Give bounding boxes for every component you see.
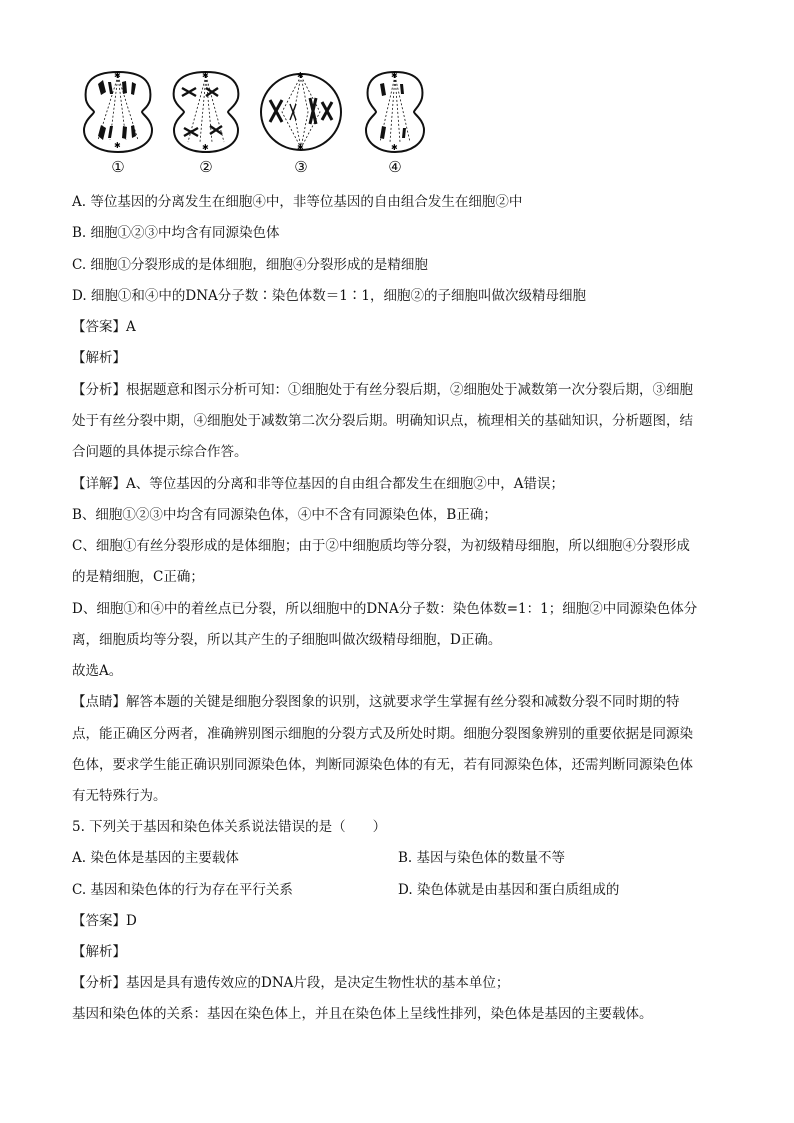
q5-analysis-label: 【解析】: [72, 944, 126, 960]
svg-text:✱: ✱: [114, 141, 121, 150]
q4-xiangjie-line: 的是精细胞，C正确；: [72, 569, 204, 585]
cell-division-figure: [72, 66, 432, 178]
q5-answer: 【答案】D: [72, 913, 137, 929]
q4-xiangjie-line: C、细胞①有丝分裂形成的是体细胞；由于②中细胞质均等分裂，为初级精母细胞，所以细胞④分裂形成: [72, 538, 690, 554]
svg-text:✱: ✱: [202, 71, 209, 80]
q4-dianjing-line: 色体，要求学生能正确识别同源染色体，判断同源染色体的有无，若有同源染色体，还需判断同源染色体: [72, 757, 693, 773]
q4-xiangjie-line: 离，细胞质均等分裂，所以其产生的子细胞叫做次级精母细胞，D正确。: [72, 632, 502, 648]
q4-xiangjie-line: B、细胞①②③中均含有同源染色体，④中不含有同源染色体，B正确；: [72, 507, 497, 523]
q4-analysis-label: 【解析】: [72, 350, 126, 366]
q4-option-a: A. 等位基因的分离发生在细胞④中，非等位基因的自由组合发生在细胞②中: [72, 194, 523, 210]
q5-option-b: B. 基因与染色体的数量不等: [398, 850, 566, 866]
q5-option-a: A. 染色体是基因的主要载体: [72, 850, 239, 866]
cell-diagram-1: [78, 66, 158, 178]
svg-text:✱: ✱: [114, 71, 121, 80]
q4-fenxi-line: 处于有丝分裂中期，④细胞处于减数第二次分裂后期。明确知识点，梳理相关的基础知识，分析题图，结: [72, 413, 693, 429]
cell-diagram-3: [258, 66, 338, 178]
q4-fenxi-line: 【分析】根据题意和图示分析可知：①细胞处于有丝分裂后期，②细胞处于减数第一次分裂后期，③细胞: [72, 382, 693, 398]
q4-dianjing-line: 点，能正确区分两者，准确辨别图示细胞的分裂方式及所处时期。细胞分裂图象辨别的重要依据是同源染: [72, 726, 693, 742]
cell-label-3: ③: [294, 158, 308, 176]
q4-xiangjie-line: 故选A。: [72, 663, 123, 679]
cell-diagram-4: [360, 66, 440, 178]
q4-xiangjie-line: D、细胞①和④中的着丝点已分裂，所以细胞中的DNA分子数：染色体数=1：1；细胞②中同源染色体分: [72, 601, 698, 617]
cell-label-4: ④: [388, 158, 402, 176]
q4-option-c: C. 细胞①分裂形成的是体细胞，细胞④分裂形成的是精细胞: [72, 257, 428, 273]
q4-answer: 【答案】A: [72, 319, 136, 335]
svg-text:✱: ✱: [297, 143, 304, 152]
cell-label-2: ②: [199, 158, 213, 176]
q4-xiangjie-line: 【详解】A、等位基因的分离和非等位基因的自由组合都发生在细胞②中，A错误；: [72, 476, 564, 492]
svg-text:✱: ✱: [391, 143, 398, 152]
q4-fenxi-line: 合问题的具体提示综合作答。: [72, 444, 248, 460]
cell-diagram-2: [166, 66, 246, 178]
q4-dianjing-line: 有无特殊行为。: [72, 788, 167, 804]
q4-option-d: D. 细胞①和④中的DNA分子数∶染色体数＝1∶1，细胞②的子细胞叫做次级精母细胞: [72, 288, 586, 304]
q5-option-c: C. 基因和染色体的行为存在平行关系: [72, 882, 293, 898]
q4-option-b: B. 细胞①②③中均含有同源染色体: [72, 225, 280, 241]
svg-text:✱: ✱: [391, 71, 398, 80]
cell-label-1: ①: [111, 158, 125, 176]
q5-fenxi-line: 【分析】基因是具有遗传效应的DNA片段，是决定生物性状的基本单位；: [72, 975, 510, 991]
svg-text:✱: ✱: [202, 143, 209, 152]
q5-option-d: D. 染色体就是由基因和蛋白质组成的: [398, 882, 620, 898]
q5-stem: 5. 下列关于基因和染色体关系说法错误的是（ ）: [72, 819, 387, 835]
svg-text:✱: ✱: [297, 71, 304, 80]
q4-dianjing-line: 【点睛】解答本题的关键是细胞分裂图象的识别，这就要求学生掌握有丝分裂和减数分裂不同时期的特: [72, 694, 680, 710]
q5-fenxi-line: 基因和染色体的关系：基因在染色体上，并且在染色体上呈线性排列，染色体是基因的主要载体。: [72, 1006, 653, 1022]
